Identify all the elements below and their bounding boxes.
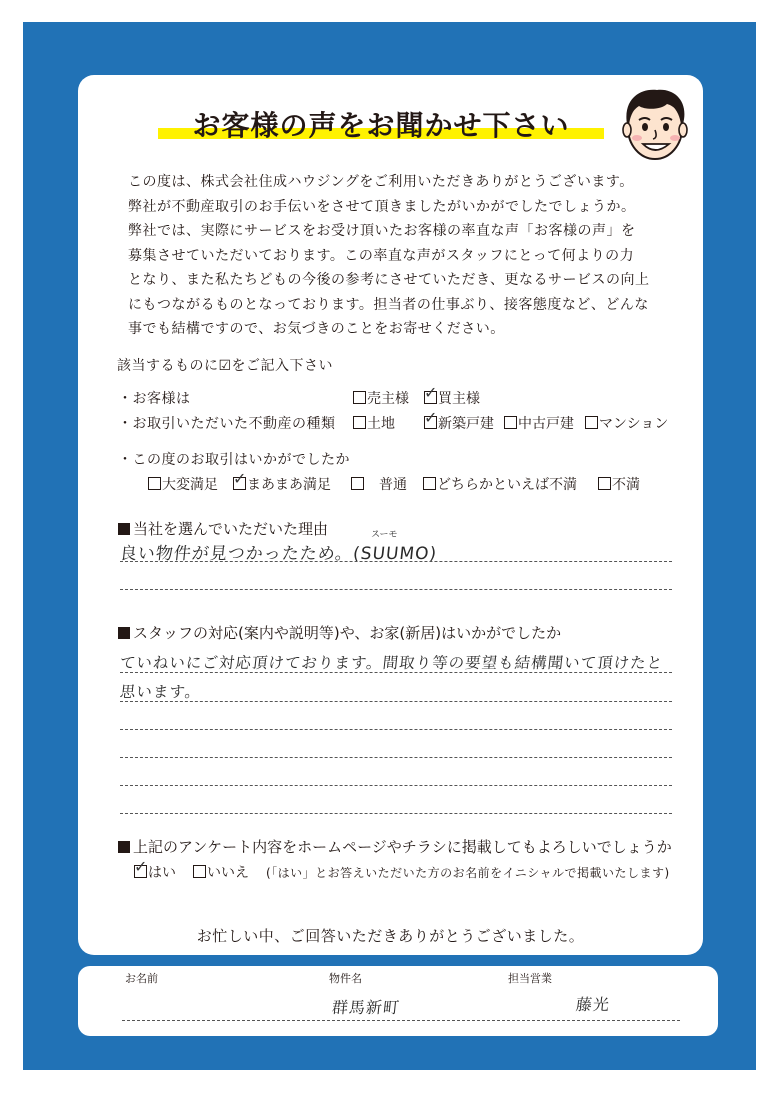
reason-ruby: スーモ xyxy=(371,530,398,540)
option-label: 普通 xyxy=(379,477,407,493)
checkbox[interactable] xyxy=(423,477,436,490)
option-label: 大変満足 xyxy=(162,477,218,493)
intro-line: 弊社が不動産取引のお手伝いをさせて頂きましたがいかがでしたでしょうか。 xyxy=(128,198,636,215)
checkbox[interactable] xyxy=(504,416,517,429)
option-used-house[interactable] xyxy=(504,413,574,433)
intro-line: 事でも結構ですので、お気づきのことをお寄せください。 xyxy=(128,321,505,337)
option-label: 売主様 xyxy=(367,391,409,407)
staff-heading xyxy=(118,622,561,643)
answer-line xyxy=(120,757,672,758)
option-label: マンション xyxy=(599,416,669,432)
checkbox-instruction: 該当するものに☑をご記入下さい xyxy=(117,358,334,374)
closing-message: お忙しい中、ご回答いただきありがとうございました。 xyxy=(196,927,585,945)
option-label: 土地 xyxy=(367,416,395,432)
option-label: いいえ xyxy=(207,865,249,881)
answer-line xyxy=(120,785,672,786)
option-very-satisfied[interactable] xyxy=(148,474,218,494)
option-label: 不満 xyxy=(612,477,640,493)
intro-line: 弊社では、実際にサービスをお受け頂いたお客様の率直な声「お客様の声」を xyxy=(128,223,636,239)
name-label: お名前 xyxy=(125,972,158,985)
checkbox-checked[interactable] xyxy=(424,391,437,404)
option-label: 新築戸建 xyxy=(438,416,494,432)
option-neutral[interactable] xyxy=(351,474,407,494)
checkbox[interactable] xyxy=(193,865,206,878)
intro-line: にもつながるものとなっております。担当者の仕事ぶり、接客態度など、どんな xyxy=(128,296,649,313)
checkbox[interactable] xyxy=(353,391,366,404)
option-fairly-satisfied[interactable] xyxy=(233,474,331,494)
option-somewhat-dissatisfied[interactable] xyxy=(423,474,577,494)
option-label: 中古戸建 xyxy=(518,416,574,432)
property-type-label: ・お取引いただいた不動産の種類 xyxy=(118,416,336,432)
satisfaction-label: ・この度のお取引はいかがでしたか xyxy=(118,452,350,468)
checkbox-checked[interactable] xyxy=(134,865,147,878)
black-square-icon xyxy=(118,627,130,639)
staff-answer-line1: ていねいにご対応頂けております。間取り等の要望も結構聞いて頂けたと xyxy=(118,654,665,672)
checkbox-checked[interactable] xyxy=(233,477,246,490)
answer-line xyxy=(120,701,672,702)
option-label: まあまあ満足 xyxy=(247,477,331,493)
option-seller[interactable] xyxy=(353,388,409,408)
staff-answer-line2: 思います。 xyxy=(118,683,203,701)
option-land[interactable] xyxy=(353,413,395,433)
checkbox[interactable] xyxy=(598,477,611,490)
staff-label: 担当営業 xyxy=(508,972,552,985)
black-square-icon xyxy=(118,523,130,535)
answer-line xyxy=(120,729,672,730)
option-buyer[interactable] xyxy=(424,388,480,408)
footer-line xyxy=(122,1020,680,1021)
checkbox[interactable] xyxy=(585,416,598,429)
option-condo[interactable] xyxy=(585,413,668,433)
reason-heading xyxy=(118,518,328,539)
property-label: 物件名 xyxy=(329,972,362,985)
option-publish-yes[interactable] xyxy=(134,862,176,882)
title-block xyxy=(158,104,604,144)
checkbox[interactable] xyxy=(351,477,364,490)
publish-heading xyxy=(118,836,672,857)
reason-answer: 良い物件が見つかったため。(SUUMO) xyxy=(118,544,439,564)
reason-heading-text: 当社を選んでいただいた理由 xyxy=(133,520,329,538)
customer-type-label: ・お客様は xyxy=(118,391,191,407)
option-publish-no[interactable] xyxy=(193,862,249,882)
option-label: どちらかといえば不満 xyxy=(437,477,577,493)
intro-line: 募集させていただいております。この率直な声がスタッフにとって何よりの力 xyxy=(128,247,635,264)
publish-heading-text: 上記のアンケート内容をホームページやチラシに掲載してもよろしいでしょうか xyxy=(133,838,672,856)
option-label: はい xyxy=(148,865,176,881)
checkbox[interactable] xyxy=(353,416,366,429)
smiling-man-icon xyxy=(615,84,695,164)
property-value: 群馬新町 xyxy=(330,998,401,1017)
staff-heading-text: スタッフの対応(案内や説明等)や、お家(新居)はいかがでしたか xyxy=(133,624,562,642)
intro-line: この度は、株式会社住成ハウジングをご利用いただきありがとうございます。 xyxy=(128,174,634,190)
checkbox-checked[interactable] xyxy=(424,416,437,429)
answer-line xyxy=(120,813,672,814)
answer-line xyxy=(120,561,672,562)
intro-line: となり、また私たちどもの今後の参考にさせていただき、更なるサービスの向上 xyxy=(128,272,650,288)
answer-line xyxy=(120,672,672,673)
page-title: お客様の声をお聞かせ下さい xyxy=(192,109,570,142)
intro-paragraph xyxy=(128,170,688,342)
option-new-house[interactable] xyxy=(424,413,494,433)
option-label: 買主様 xyxy=(438,391,480,407)
checkbox[interactable] xyxy=(148,477,161,490)
staff-value: 藤光 xyxy=(574,995,611,1014)
publish-note: (「はい」とお答えいただいた方のお名前をイニシャルで掲載いたします) xyxy=(266,866,670,880)
black-square-icon xyxy=(118,841,130,853)
option-dissatisfied[interactable] xyxy=(598,474,640,494)
answer-line xyxy=(120,589,672,590)
